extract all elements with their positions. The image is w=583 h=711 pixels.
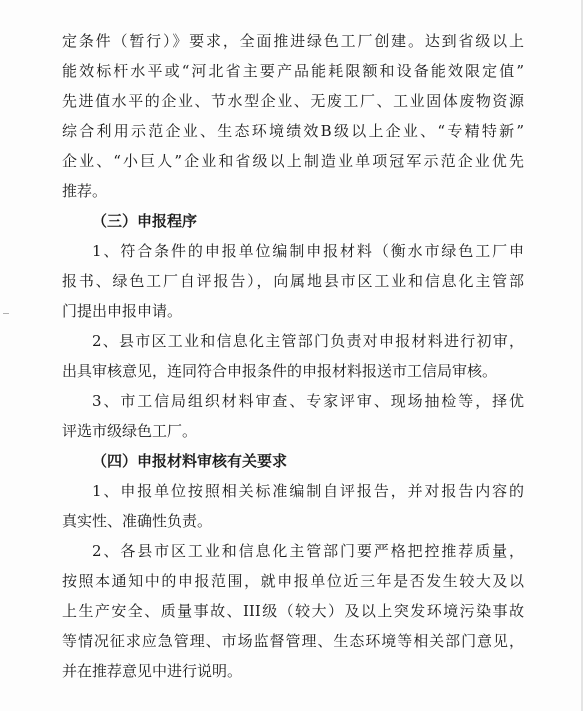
document-body xyxy=(62,26,524,686)
text-line: 报书、绿色工厂自评报告），向属地县市区工业和信息化主管部 xyxy=(62,272,524,290)
text-line: 1、符合条件的申报单位编制申报材料（衡水市绿色工厂申 xyxy=(92,242,524,260)
paragraph-requirement-2 xyxy=(62,536,524,686)
paragraph-procedure-2 xyxy=(62,326,524,386)
text-line: 出具审核意见，连同符合申报条件的申报材料报送市工信局审核。 xyxy=(62,362,498,380)
text-line: 3、市工信局组织材料审查、专家评审、现场抽检等，择优 xyxy=(92,392,524,410)
section-heading-text: （三）申报程序 xyxy=(92,212,198,230)
paragraph-requirement-1 xyxy=(62,476,524,536)
text-line: 2、县市区工业和信息化主管部门负责对申报材料进行初审， xyxy=(92,332,524,350)
text-line: 推荐。 xyxy=(62,182,108,200)
text-line: 真实性、准确性负责。 xyxy=(62,512,213,530)
paragraph-procedure-3 xyxy=(62,386,524,446)
text-line: 2、各县市区工业和信息化主管部门要严格把控推荐质量， xyxy=(92,542,524,560)
text-line: 按照本通知中的申报范围，就申报单位近三年是否发生较大及以 xyxy=(62,572,524,590)
text-line: 企业、“小巨人”企业和省级以上制造业单项冠军示范企业优先 xyxy=(62,152,524,170)
text-line: 等情况征求应急管理、市场监督管理、生态环境等相关部门意见， xyxy=(62,632,524,650)
text-line: 评选市级绿色工厂。 xyxy=(62,422,198,440)
text-line: 上生产安全、质量事故、III级（较大）及以上突发环境污染事故 xyxy=(62,602,524,620)
text-line: 1、申报单位按照相关标准编制自评报告，并对报告内容的 xyxy=(92,482,524,500)
section-heading-text: （四）申报材料审核有关要求 xyxy=(92,452,288,470)
section-heading-3 xyxy=(62,206,524,236)
scan-margin-mark xyxy=(3,313,9,314)
text-line: 门提出申报申请。 xyxy=(62,302,183,320)
text-line: 定条件（暂行）》要求，全面推进绿色工厂创建。达到省级以上 xyxy=(62,32,524,50)
paragraph-procedure-1 xyxy=(62,236,524,326)
text-line: 综合利用示范企业、生态环境绩效B级以上企业、“专精特新” xyxy=(62,122,524,140)
section-heading-4 xyxy=(62,446,524,476)
text-line: 能效标杆水平或“河北省主要产品能耗限额和设备能效限定值” xyxy=(62,62,524,80)
text-line: 并在推荐意见中进行说明。 xyxy=(62,662,243,680)
text-line: 先进值水平的企业、节水型企业、无废工厂、工业固体废物资源 xyxy=(62,92,524,110)
paragraph-eligibility-continued xyxy=(62,26,524,206)
